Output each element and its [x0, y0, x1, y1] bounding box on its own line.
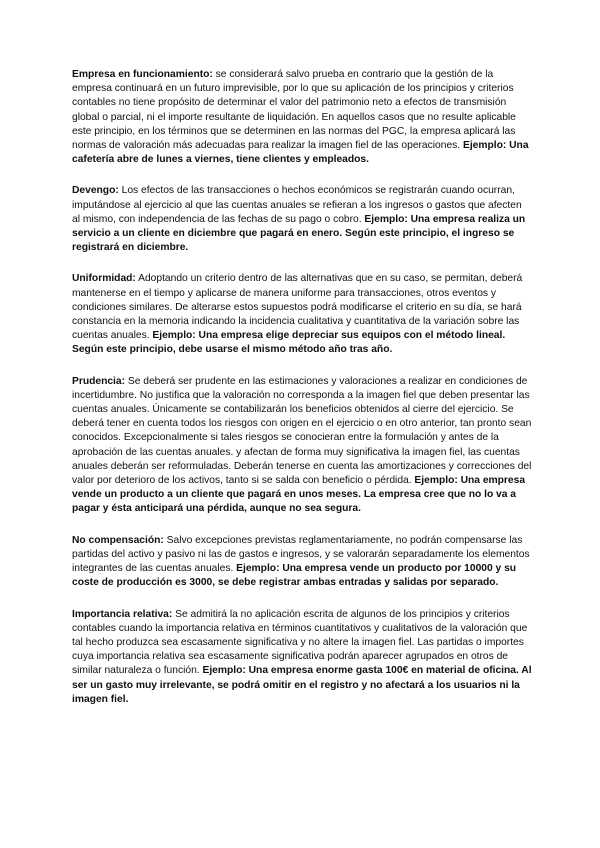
- principle-body: Salvo excepciones previstas reglamentariamente, no podrán compensarse las partidas del activo y pasivo ni las de gastos e ingresos, y se valorarán separadamente los elementos integrantes de las cuentas anuales.: [72, 534, 530, 575]
- principle-term: Devengo:: [72, 185, 119, 197]
- principle-materiality: [72, 608, 532, 707]
- principle-prudence: [72, 375, 532, 517]
- principle-example: Ejemplo: Una empresa elige depreciar sus equipos con el método lineal. Según este principio, debe usarse el mismo método año tras año.: [72, 330, 506, 356]
- principle-example: Ejemplo: Una empresa realiza un servicio a un cliente en diciembre que pagará en enero. Según este principio, el ingreso se registrará en diciembre.: [72, 213, 526, 254]
- principle-term: Prudencia:: [72, 375, 126, 387]
- principle-example: Ejemplo: Una empresa vende un producto a un cliente que pagará en unos meses. La empresa cree que no lo va a pagar y ésta anticipará una pérdida, aunque no sea segura.: [72, 475, 526, 515]
- principle-example: Ejemplo: Una empresa vende un producto por 10000 y su coste de producción es 3000, se debe registrar ambas entradas y salidas por separado.: [72, 563, 517, 589]
- principle-uniformity: [72, 272, 532, 357]
- principle-term: Empresa en funcionamiento:: [72, 69, 213, 80]
- principle-example: Ejemplo: Una empresa enorme gasta 100€ en material de oficina. Al ser un gasto muy irrelevante, se podrá omitir en el registro y no afectará a los usuarios ni la imagen fiel.: [72, 665, 532, 705]
- principle-term: Uniformidad:: [72, 273, 136, 285]
- principle-example: Ejemplo: Una cafetería abre de lunes a viernes, tiene clientes y empleados.: [72, 140, 529, 166]
- principle-term: No compensación:: [72, 534, 164, 546]
- principle-going-concern: [72, 68, 532, 167]
- principle-body: se considerará salvo prueba en contrario que la gestión de la empresa continuará en un futuro imprevisible, por lo que su aplicación de los principios y criterios contables no tiene propósito de determinar el valor del patrimonio neto a efectos de transmisión global o parcial, ni el importe resultante de liquidación. En aquellos casos que no resulte aplicable este principio, en los términos que se determinen en las normas del PGC, la empresa aplicará las normas de valoración más adecuadas para realizar la imagen fiel de las operaciones.: [72, 69, 516, 152]
- principle-body: Se admitirá la no aplicación escrita de algunos de los principios y criterios contables cuando la importancia relativa en términos cuantitativos y cualitativos de la valoración que tal hecho produzca sea escasamente significativa y no altere la imagen fiel. Las partidas o importes cuya importancia relativa sea escasamente significativa podrán aparecer agrupados en otros de similar naturaleza o función.: [72, 608, 528, 677]
- principle-body: Se deberá ser prudente en las estimaciones y valoraciones a realizar en condiciones de incertidumbre. No justifica que la valoración no corresponda a la imagen fiel que deben presentar las cuentas anuales. Únicamente se contabilizarán los beneficios obtenidos al cierre del ejercicio. Se deberá tener en cuenta todos los riesgos con origen en el ejercicio o en otro anterior, tan pronto sean conocidos. Excepcionalmente si tales riesgos se conocieran entre la formulación y antes de la aprobación de las cuentas anuales. y afectan de forma muy significativa la imagen fiel, las cuentas anuales deberán ser reformuladas. Deberán tenerse en cuenta las amortizaciones y correcciones del valor por deterioro de los activos, tanto si se salda con beneficio o pérdida.: [72, 375, 532, 487]
- principle-accrual: [72, 184, 532, 255]
- principle-no-offsetting: [72, 534, 532, 591]
- principle-body: Adoptando un criterio dentro de las alternativas que en su caso, se permitan, deberá mantenerse en el tiempo y aplicarse de manera uniforme para transacciones, otros eventos y condiciones similares. De alterarse estos supuestos podrá modificarse el criterio en su día, se hará constancia en la memoria indicando la incidencia cualitativa y cuantitativa de la variación sobre las cuentas anuales.: [72, 273, 523, 342]
- principle-body: Los efectos de las transacciones o hechos económicos se registrarán cuando ocurran, imputándose al ejercicio al que las cuentas anuales se refieran a los ingresos o gastos que afecten al mismo, con independencia de las fechas de su pago o cobro.: [72, 185, 522, 225]
- principle-term: Importancia relativa:: [72, 608, 173, 620]
- document-page: [72, 68, 532, 724]
